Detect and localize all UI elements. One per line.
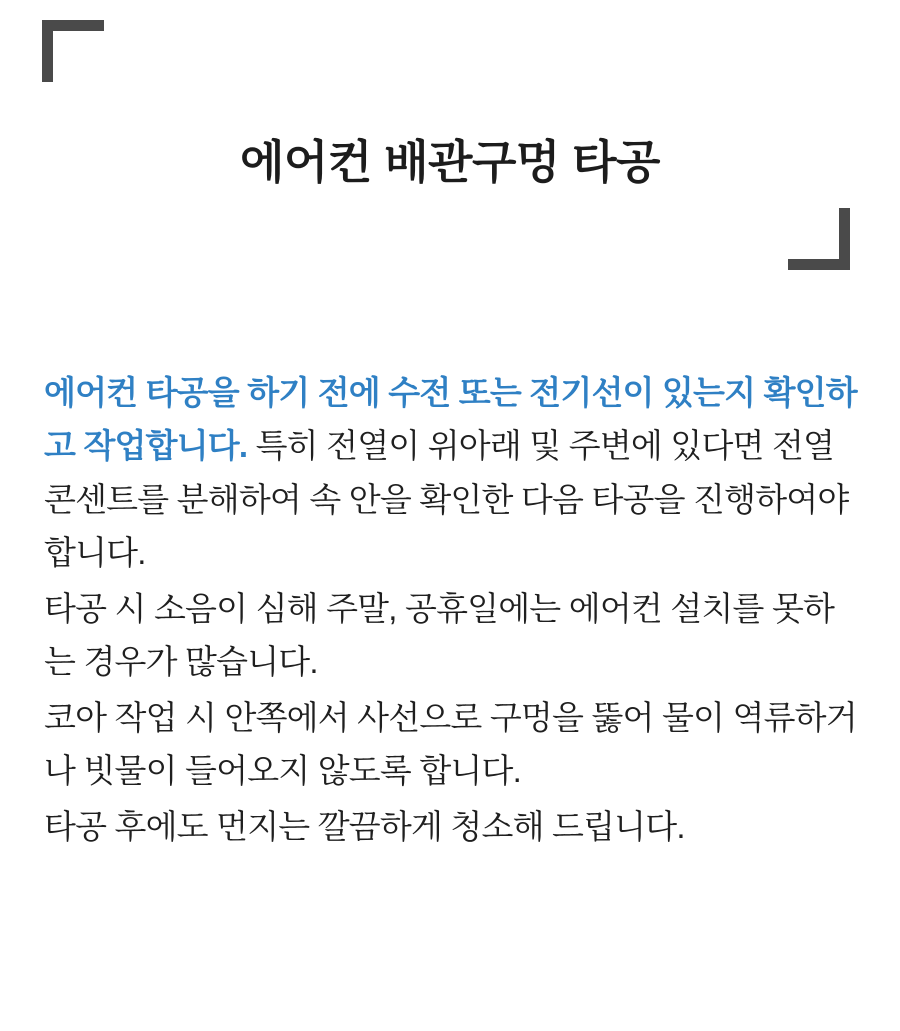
corner-bracket-top-left-icon (42, 20, 104, 82)
corner-bracket-bottom-right-icon (788, 208, 850, 270)
paragraph-1 (44, 366, 860, 580)
paragraph-4: 타공 후에도 먼지는 깔끔하게 청소해 드립니다. (44, 807, 685, 845)
paragraph-1-rest: 특히 전열이 위아래 및 주변에 있다면 전열 콘센트를 분해하여 속 안을 확인한 다음 타공을 진행하여야 합니다. (44, 427, 849, 572)
paragraph-3: 코아 작업 시 안쪽에서 사선으로 구멍을 뚫어 물이 역류하거나 빗물이 들어오지 않도록 합니다. (44, 698, 857, 790)
document-body (44, 366, 860, 855)
paragraph-2: 타공 시 소음이 심해 주말, 공휴일에는 에어컨 설치를 못하는 경우가 많습니다. (44, 589, 835, 681)
page-title: 에어컨 배관구멍 타공 (240, 135, 660, 188)
paragraph-1-highlight: 에어컨 타공을 하기 전에 수전 또는 전기선이 있는지 확인하고 작업합니다. (44, 374, 857, 465)
